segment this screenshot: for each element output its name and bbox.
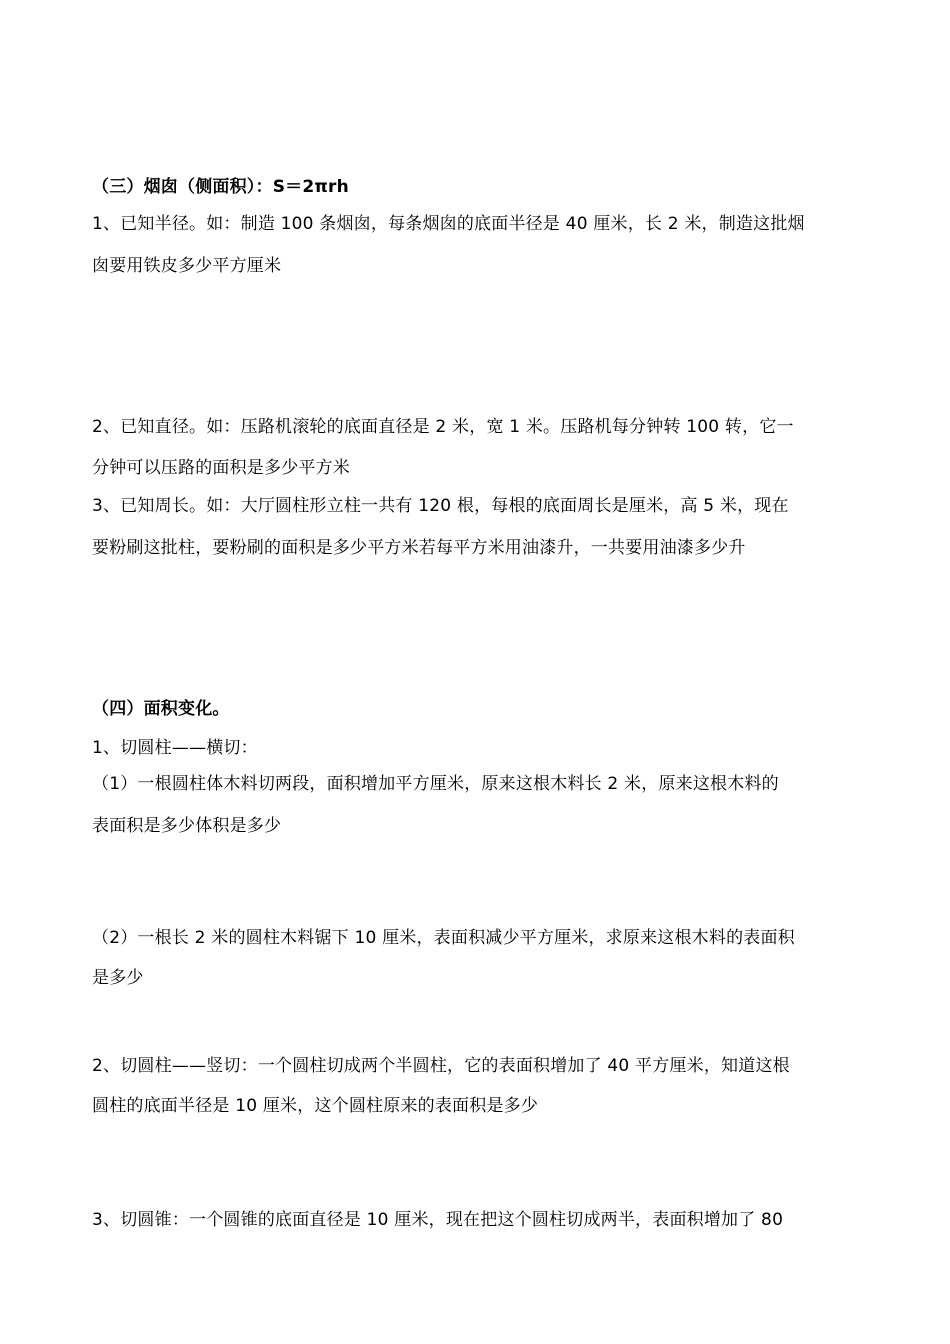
q2-line1: 2、已知直径。如：压路机滚轮的底面直径是 2 米，宽 1 米。压路机每分钟转 100 转，它一 (92, 417, 794, 437)
p1b-line2: 是多少 (92, 968, 144, 988)
section4-heading: （四）面积变化。 (92, 699, 230, 719)
q1-line2: 囱要用铁皮多少平方厘米 (92, 256, 282, 276)
p3-line1: 3、切圆锥：一个圆锥的底面直径是 10 厘米，现在把这个圆柱切成两半，表面积增加了 80 (92, 1210, 784, 1230)
p1b-line1: （2）一根长 2 米的圆柱木料锯下 10 厘米，表面积减少平方厘米，求原来这根木料的表面积 (92, 928, 795, 948)
q2-line2: 分钟可以压路的面积是多少平方米 (92, 458, 350, 478)
p1a-line2: 表面积是多少体积是多少 (92, 816, 282, 836)
p1-title: 1、切圆柱——横切： (92, 738, 258, 758)
p2-line2: 圆柱的底面半径是 10 厘米，这个圆柱原来的表面积是多少 (92, 1096, 539, 1116)
p2-line1: 2、切圆柱——竖切：一个圆柱切成两个半圆柱，它的表面积增加了 40 平方厘米，知道这根 (92, 1056, 790, 1076)
section3-heading: （三）烟囱（侧面积）：S＝2πrh (92, 177, 349, 197)
p1a-line1: （1）一根圆柱体木料切两段，面积增加平方厘米，原来这根木料长 2 米，原来这根木料的 (92, 774, 779, 794)
q3-line2: 要粉刷这批柱，要粉刷的面积是多少平方米若每平方米用油漆升，一共要用油漆多少升 (92, 538, 746, 558)
q1-line1: 1、已知半径。如：制造 100 条烟囱，每条烟囱的底面半径是 40 厘米，长 2 米，制造这批烟 (92, 214, 805, 234)
q3-line1: 3、已知周长。如：大厅圆柱形立柱一共有 120 根，每根的底面周长是厘米，高 5 米，现在 (92, 496, 789, 516)
